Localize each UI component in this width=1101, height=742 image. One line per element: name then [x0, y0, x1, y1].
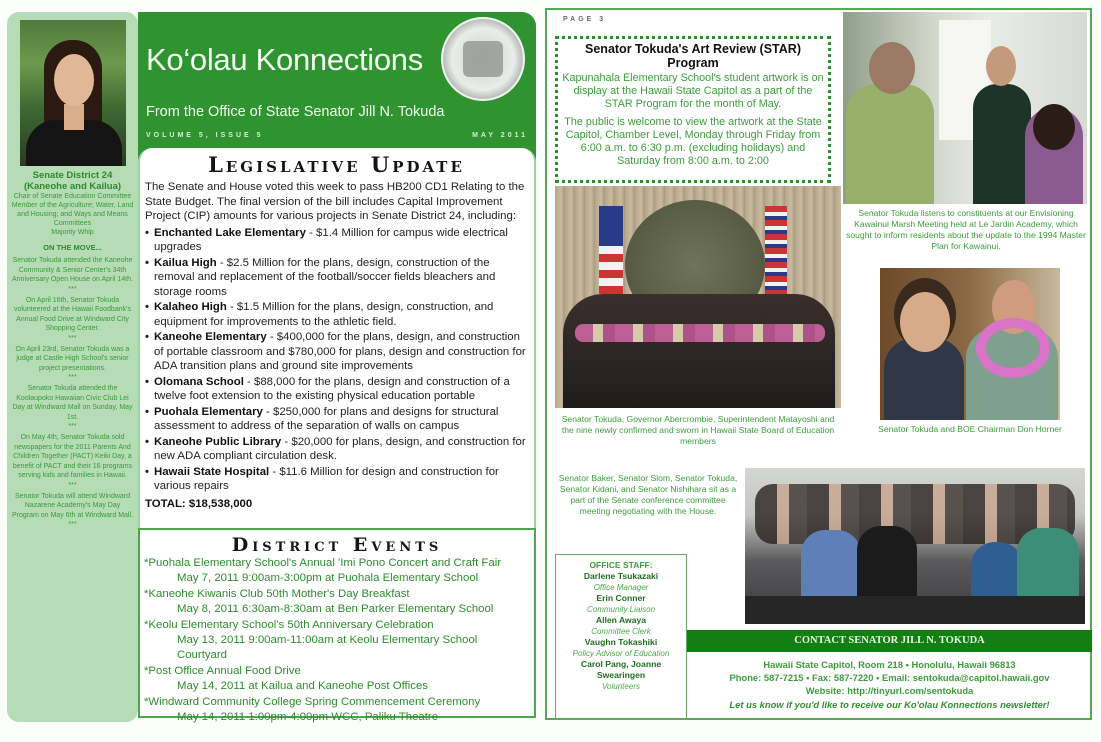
separator: ***	[68, 334, 77, 342]
staff-role: Volunteers	[602, 682, 640, 691]
sidebar	[7, 12, 138, 722]
district-label: Senate District 24	[32, 170, 113, 181]
star-program-box	[555, 36, 831, 183]
legislative-update-section	[138, 148, 536, 528]
event-title: *Kaneohe Kiwanis Club 50th Mother's Day Breakfast	[144, 587, 410, 600]
contact-address: Hawaii State Capitol, Room 218 • Honolulu, Hawaii 96813	[763, 659, 1016, 670]
project-desc: - $1.4 Million for campus wide electrical upgrades	[154, 226, 508, 253]
office-staff-box	[555, 554, 687, 720]
event-when: May 7, 2011 9:00am-3:00pm at Puohala Elementary School	[177, 572, 479, 585]
staff-heading: OFFICE STAFF:	[589, 560, 653, 570]
photo-caption: Senator Tokuda, Governor Abercrombie, Superintendent Matayoshi and the nine newly confirmed and sworn in Hawaii State Board of Education members	[561, 414, 835, 446]
separator: ***	[68, 481, 77, 489]
staff-name: Carol Pang, Joanne Swearingen	[580, 659, 662, 680]
separator: ***	[68, 423, 77, 430]
cip-item	[145, 465, 528, 494]
project-desc: - $88,000 for the plans, design and construction of a twelve foot extension to the existing physical education portable	[154, 375, 510, 402]
list-item: On April 23rd, Senator Tokuda was a judge at Castle High School's senior project presentations.	[15, 345, 130, 372]
photo-caption: Senator Tokuda and BOE Chairman Don Horner	[878, 424, 1062, 434]
star-paragraph: Kapunahala Elementary School's student artwork is on display at the Hawaii State Capitol as a part of the STAR Program for the month of May.	[562, 72, 824, 110]
district-events-section	[138, 528, 536, 724]
project-desc: - $250,000 for plans and designs for structural assessment to address of the separation of walls on campus	[154, 405, 499, 432]
cip-total: TOTAL: $18,538,000	[145, 497, 253, 510]
list-item: Senator Tokuda attended the Kaneohe Community & Senior Center's 34th Anniversary Open House on April 14th.	[11, 257, 133, 283]
project-desc: - $20,000 for plans, design, and construction for new ADA compliant circulation desk.	[154, 435, 526, 462]
event-when: May 8, 2011 6:30am-8:30am at Ben Parker Elementary School	[177, 603, 494, 616]
list-item: Senator Tokuda will attend Windward Nazarene Academy's May Day Program on May 6th at Windward Mall.	[12, 492, 133, 519]
project-name: Kailua High	[154, 256, 217, 269]
on-the-move-heading: ON THE MOVE...	[43, 243, 102, 252]
cip-item	[145, 226, 528, 255]
district-area: (Kaneohe and Kailua)	[23, 181, 122, 192]
project-name: Kaneohe Public Library	[154, 435, 282, 448]
staff-role: Policy Advisor of Education	[572, 649, 670, 658]
cip-item	[145, 256, 528, 300]
newsletter-cta: Let us know if you'd like to receive our Ko'olau Konnections newsletter!	[729, 698, 1050, 710]
cip-item	[145, 405, 528, 434]
photo-kawainui-meeting	[843, 12, 1087, 204]
cip-item	[145, 300, 528, 329]
cip-item	[145, 435, 528, 464]
separator: ***	[68, 521, 77, 528]
senator-portrait	[20, 20, 126, 166]
separator: ***	[68, 285, 77, 293]
staff-name: Erin Conner	[596, 593, 646, 603]
photo-caption: Senator Baker, Senator Slom, Senator Tokuda, Senator Kidani, and Senator Nishihara sit as a part of the Senate conference committee meeting negotiating with the House.	[558, 473, 738, 516]
contact-website-link[interactable]: Website: http://tinyurl.com/sentokuda	[805, 685, 974, 697]
project-desc: - $11.6 Million for design and construction for various repairs	[154, 465, 499, 492]
contact-heading: CONTACT SENATOR JILL N. TOKUDA	[687, 630, 1092, 652]
issue-date: MAY 2011	[472, 132, 528, 139]
role: Chair of Senate Education Committee	[13, 193, 132, 200]
masthead	[138, 12, 536, 160]
legislative-intro: The Senate and House voted this week to pass HB200 CD1 Relating to the State Budget. The final version of the bill includes Capital Improvement Project (CIP) amounts for various projects in Senate District 24, including:	[145, 181, 525, 222]
staff-name: Darlene Tsukazaki	[583, 571, 659, 581]
project-name: Olomana School	[154, 375, 244, 388]
project-name: Hawaii State Hospital	[154, 465, 270, 478]
event-when: May 13, 2011 9:00am-11:00am at Keolu Elementary School Courtyard	[177, 634, 478, 662]
newsletter-subtitle: From the Office of State Senator Jill N. Tokuda	[146, 104, 445, 120]
section-title: Legislative Update	[208, 152, 465, 177]
staff-role: Community Liaison	[586, 605, 656, 614]
list-item: Senator Tokuda attended the Koolaupoko Hawaiian Civic Club Lei Day at Windward Mall on Sunday, May 1st.	[12, 385, 133, 421]
list-item: On May 4th, Senator Tokuda sold newspapers for the 2011 Parents And Children Together (PACT) Keiki Day, a benefit of PACT and their 16 programs serving kids and families in Hawaii.	[12, 434, 133, 479]
star-paragraph: The public is welcome to view the artwork at the State Capitol, Chamber Level, Monday through Friday from 6:00 a.m. to 6:30 p.m. (excluding holidays) and Saturday from 8:00 a.m. to 2:00	[564, 116, 822, 167]
event-title: *Post Office Annual Food Drive	[144, 664, 301, 677]
role: Majority Whip	[51, 229, 94, 236]
event-title: *Windward Community College Spring Commencement Ceremony	[144, 695, 481, 708]
photo-conference-committee	[745, 468, 1085, 624]
photo-boe-chairman	[880, 268, 1060, 420]
project-name: Kalaheo High	[154, 301, 227, 313]
cip-item	[145, 375, 528, 404]
photo-caption: Senator Tokuda listens to constituents at our Envisioning Kawainui Marsh Meeting held at Le Jardin Academy, which sought to inform residents about the update to the 1994 Master Plan for Kawainui.	[846, 208, 1086, 251]
project-name: Puohala Elementary	[154, 405, 263, 418]
staff-role: Office Manager	[593, 583, 649, 592]
list-item: On April 16th, Senator Tokuda volunteered at the Hawaii Foodbank's Annual Food Drive at Windward City Shopping Center.	[14, 296, 131, 332]
volume-issue: VOLUME 5, ISSUE 5	[146, 132, 264, 139]
cip-list	[145, 226, 528, 494]
project-desc: - $400,000 for the plans, design, and construction of portable classroom and $780,000 for plans, design and construction for ADA transition plans and ground site improvements	[154, 331, 526, 372]
project-name: Kaneohe Elementary	[154, 331, 267, 343]
contact-info	[687, 652, 1092, 720]
project-desc: - $2.5 Million for the plans, design, construction of the removal and replacement of the football/soccer fields bleachers and storage rooms	[154, 256, 496, 298]
event-title: *Puohala Elementary School's Annual 'Imi Pono Concert and Craft Fair	[144, 557, 502, 569]
project-name: Enchanted Lake Elementary	[154, 226, 306, 239]
section-title: District Events	[231, 534, 443, 556]
state-seal-icon	[441, 17, 525, 101]
event-when: May 14, 2011 1:00pm-4:00pm WCC, Paliku Theatre	[177, 711, 439, 724]
photo-boe-group	[555, 186, 841, 408]
event-title: *Keolu Elementary School's 50th Anniversary Celebration	[144, 618, 434, 631]
staff-name: Allen Awaya	[595, 615, 647, 625]
separator: ***	[68, 374, 77, 381]
page-3	[545, 8, 1092, 720]
role: Member of the Agriculture; Water, Land and Housing; and Ways and Means Committees	[11, 202, 134, 227]
cip-item	[145, 330, 528, 374]
project-desc: - $1.5 Million for the plans, design, construction, and equipment for improvements to the athletic field.	[154, 301, 494, 328]
contact-phone-email[interactable]: Phone: 587-7215 • Fax: 587-7220 • Email: sentokuda@capitol.hawaii.gov	[729, 672, 1050, 684]
event-when: May 14, 2011 at Kailua and Kaneohe Post Offices	[177, 680, 428, 693]
staff-role: Committee Clerk	[591, 627, 651, 636]
staff-name: Vaughn Tokashiki	[584, 637, 658, 647]
star-title: Senator Tokuda's Art Review (STAR) Program	[585, 42, 801, 70]
page-label: PAGE 3	[563, 16, 607, 23]
newsletter-title: Ko‘olau Konnections	[146, 42, 423, 77]
